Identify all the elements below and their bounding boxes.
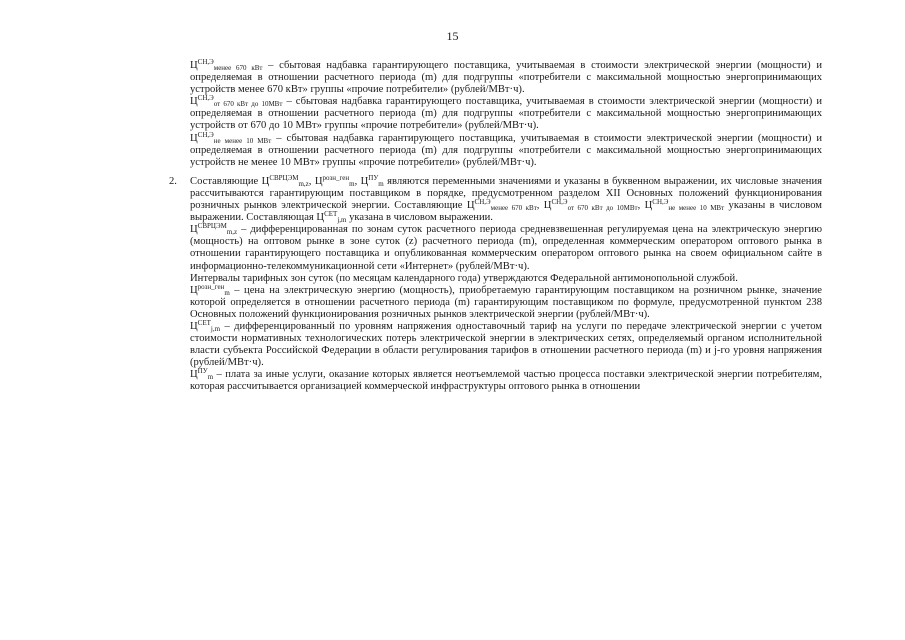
- formula-symbol: $Ц^{СН,Э}_{не менее 10 МВт}$: [190, 130, 272, 145]
- formula-symbol: $Ц^{СН,Э}_{от 670 кВт до 10МВт}$: [190, 94, 283, 109]
- formula-symbol: $Ц^{розн\_ген}_m$: [190, 282, 230, 297]
- list-item-2: 2. Составляющие $Ц^{СВРЦЭМ}_{m,z}$, $Ц^{розн\_ген}_m$, $Ц^{ПУ}_m$ являются переменными значениями и указаны в буквенном выражении, их числовые значения рассчитываются гарантирующим поставщиком в порядке, предусмотренном разделом XII Основных положений функционирования розничных рынков электрической энергии. Составляющие $Ц^{СН,Э}_{менее 670 кВт}$, $Ц^{СН,Э}_{от 670 кВт до 10МВт}$, $Ц^{СН,Э}_{не менее 10 МВт}$ указаны в числовом выражении. Составляющая $Ц^{СЕТ}_{j,m}$ указана в числовом выражении.: [169, 173, 823, 225]
- paragraph-tariff-intervals: Интервалы тарифных зон суток (по месяцам календарного года) утверждаются Федеральной антимонопольной службой.: [190, 272, 738, 284]
- paragraph-surcharge-3: $Ц^{СН,Э}_{не менее 10 МВт}$ – сбытовая надбавка гарантирующего поставщика, учитываемая в стоимости электрической энергии (мощности) и определяемая в отношении расчетного периода (m) для подгруппы «потребители с максимальной мощностью энергопринимающих устройств не менее 10 МВт» группы «прочие потребители» (рублей/МВт·ч).: [190, 130, 822, 168]
- list-item-number: 2.: [169, 175, 177, 187]
- formula-symbol: $Ц^{СВРЦЭМ}_{m,z}$: [190, 222, 238, 237]
- formula-symbol: $Ц^{СЕТ}_{j,m}$: [316, 210, 347, 225]
- definition-set: $Ц^{СЕТ}_{j,m}$ – дифференцированный по уровням напряжения одноставочный тариф на услуги по передаче электрической энергии с учетом стоимости нормативных технологических потерь электрической энергии в электрических сетях, определяемый органом исполнительной власти субъекта Российской Федерации в области регулирования тарифов в отношении расчетного периода (m) и j-го уровня напряжения (рублей/МВт·ч).: [190, 318, 822, 369]
- formula-symbol: $Ц^{СН,Э}_{менее 670 кВт}$: [466, 198, 537, 213]
- page-number: 15: [446, 29, 459, 43]
- document-body: [169, 58, 823, 394]
- definition-pu: $Ц^{ПУ}_m$ – плата за иные услуги, оказание которых является неотъемлемой частью процесса поставки электрической энергии потребителям, которая рассчитывается организацией коммерческой инфраструктуры оптового рынка в отношении: [190, 367, 822, 393]
- formula-symbol: $Ц^{ПУ}_m$: [190, 367, 214, 382]
- definition-rozn-gen: $Ц^{розн\_ген}_m$ – цена на электрическую энергию (мощность), приобретаемую гарантирующим поставщиком на розничном рынке, значение которой определяется в отношении расчетного периода (m) гарантирующим поставщиком по формуле, предусмотренной пунктом 238 Основных положений функционирования розничных рынков электрической энергии (рублей/МВт·ч).: [190, 282, 822, 320]
- paragraph-surcharge-2: $Ц^{СН,Э}_{от 670 кВт до 10МВт}$ – сбытовая надбавка гарантирующего поставщика, учитываемая в стоимости электрической энергии (мощности) и определяемая в отношении расчетного периода (m) для подгруппы «потребители с максимальной мощностью энергопринимающих устройств от 670 до 10 МВт» группы «прочие потребители» (рублей/МВт·ч).: [190, 94, 823, 132]
- definition-svrtsem: $Ц^{СВРЦЭМ}_{m,z}$ – дифференцированная по зонам суток расчетного периода средневзвешенная регулируемая цена на электрическую энергию (мощность) на оптовом рынке в зоне суток (z) расчетного периода (m), определенная коммерческим оператором оптового рынка в отношении гарантирующего поставщика и опубликованная коммерческим оператором оптового рынка на своем официальном сайте в информационно-телекоммуникационной сети «Интернет» (рублей/МВт·ч).: [190, 222, 822, 272]
- formula-symbol: $Ц^{ПУ}_m$: [360, 173, 384, 188]
- formula-symbol: $Ц^{СН,Э}_{менее 670 кВт}$: [190, 58, 263, 72]
- formula-symbol: $Ц^{розн\_ген}_m$: [314, 173, 355, 188]
- formula-symbol: $Ц^{СН,Э}_{не менее 10 МВт}$: [644, 198, 725, 213]
- formula-symbol: $Ц^{СН,Э}_{от 670 кВт до 10МВт}$: [543, 198, 638, 213]
- formula-symbol: $Ц^{СВРЦЭМ}_{m,z}$: [261, 173, 309, 188]
- paragraph-surcharge-1: $Ц^{СН,Э}_{менее 670 кВт}$ – сбытовая надбавка гарантирующего поставщика, учитываемая в стоимости электрической энергии (мощности) и определяемая в отношении расчетного периода (m) для подгруппы «потребители с максимальной мощностью энергопринимающих устройств менее 670 кВт» группы «прочие потребители» (рублей/МВт·ч).: [190, 58, 822, 96]
- formula-symbol: $Ц^{СЕТ}_{j,m}$: [190, 318, 221, 333]
